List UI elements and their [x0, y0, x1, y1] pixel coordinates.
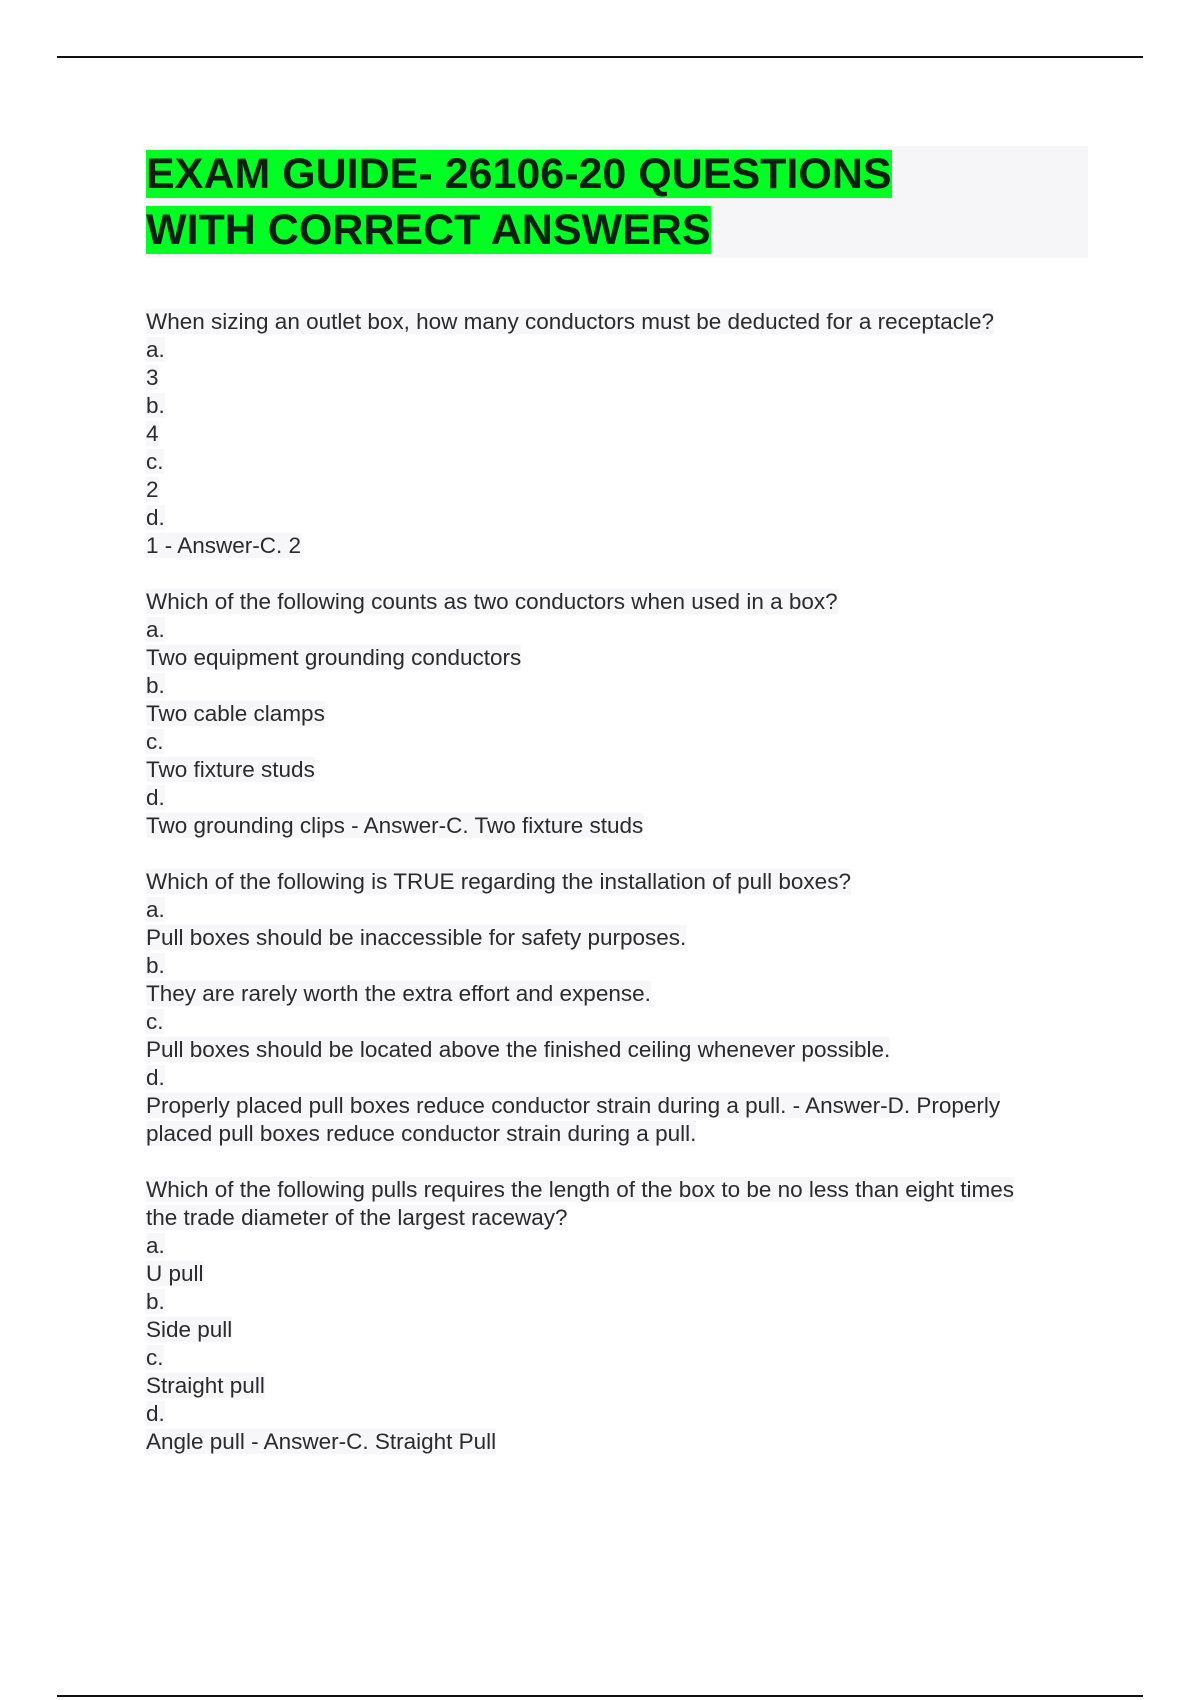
question-list — [146, 308, 1088, 1456]
question-line — [146, 504, 1088, 532]
question-line — [146, 1288, 1088, 1316]
line-text: b. — [146, 393, 165, 418]
question-block — [146, 308, 1088, 560]
line-text: c. — [146, 1009, 164, 1034]
line-text: b. — [146, 673, 165, 698]
question-line — [146, 420, 1088, 448]
line-text: d. — [146, 785, 165, 810]
line-text: a. — [146, 1233, 165, 1258]
question-block — [146, 588, 1088, 840]
question-line — [146, 1372, 1088, 1400]
line-text: Angle pull - Answer-C. Straight Pull — [146, 1429, 497, 1454]
line-text: c. — [146, 729, 164, 754]
question-line — [146, 336, 1088, 364]
question-line — [146, 1400, 1088, 1428]
title-line-1: EXAM GUIDE- 26106-20 QUESTIONS — [146, 150, 892, 198]
question-line — [146, 952, 1088, 980]
question-text — [146, 588, 1088, 616]
document-title — [146, 146, 1088, 258]
question-line — [146, 644, 1088, 672]
line-text: When sizing an outlet box, how many conductors must be deducted for a receptacle? — [146, 309, 994, 334]
question-line — [146, 1036, 1088, 1064]
line-text: a. — [146, 897, 165, 922]
question-line — [146, 1260, 1088, 1288]
line-text: d. — [146, 1401, 165, 1426]
line-text: placed pull boxes reduce conductor strain during a pull. — [146, 1121, 697, 1146]
question-line — [146, 448, 1088, 476]
question-line — [146, 1232, 1088, 1260]
line-text: d. — [146, 1065, 165, 1090]
question-line — [146, 896, 1088, 924]
question-line — [146, 812, 1088, 840]
question-line — [146, 1204, 1088, 1232]
line-text: Which of the following is TRUE regarding the installation of pull boxes? — [146, 869, 851, 894]
line-text: a. — [146, 337, 165, 362]
question-line — [146, 672, 1088, 700]
line-text: Which of the following pulls requires the length of the box to be no less than eight times — [146, 1177, 1015, 1202]
line-text: 2 — [146, 477, 159, 502]
line-text: b. — [146, 1289, 165, 1314]
question-text — [146, 308, 1088, 336]
question-block — [146, 1176, 1088, 1456]
question-line — [146, 364, 1088, 392]
line-text: d. — [146, 505, 165, 530]
line-text: Pull boxes should be located above the finished ceiling whenever possible. — [146, 1037, 891, 1062]
question-line — [146, 728, 1088, 756]
question-block — [146, 868, 1088, 1148]
question-line — [146, 756, 1088, 784]
question-line — [146, 476, 1088, 504]
question-line — [146, 1008, 1088, 1036]
line-text: b. — [146, 953, 165, 978]
question-line — [146, 784, 1088, 812]
question-line — [146, 392, 1088, 420]
line-text: Pull boxes should be inaccessible for safety purposes. — [146, 925, 687, 950]
question-line — [146, 616, 1088, 644]
title-block — [146, 146, 1088, 258]
line-text: They are rarely worth the extra effort and expense. — [146, 981, 651, 1006]
line-text: 4 — [146, 421, 159, 446]
question-line — [146, 1092, 1088, 1120]
question-text — [146, 1176, 1088, 1204]
line-text: Two cable clamps — [146, 701, 325, 726]
line-text: Properly placed pull boxes reduce conductor strain during a pull. - Answer-D. Properly — [146, 1093, 1001, 1118]
line-text: a. — [146, 617, 165, 642]
line-text: the trade diameter of the largest raceway? — [146, 1205, 568, 1230]
line-text: 3 — [146, 365, 159, 390]
question-line — [146, 1120, 1088, 1148]
title-line-2: WITH CORRECT ANSWERS — [146, 206, 711, 254]
line-text: Straight pull — [146, 1373, 265, 1398]
line-text: U pull — [146, 1261, 204, 1286]
question-line — [146, 1428, 1088, 1456]
question-line — [146, 1064, 1088, 1092]
question-line — [146, 980, 1088, 1008]
question-line — [146, 1316, 1088, 1344]
line-text: Two equipment grounding conductors — [146, 645, 522, 670]
line-text: Two fixture studs — [146, 757, 315, 782]
line-text: c. — [146, 449, 164, 474]
bottom-rule — [57, 1695, 1143, 1697]
line-text: Which of the following counts as two conductors when used in a box? — [146, 589, 838, 614]
line-text: c. — [146, 1345, 164, 1370]
question-line — [146, 532, 1088, 560]
top-rule — [57, 56, 1143, 58]
line-text: 1 - Answer-C. 2 — [146, 533, 302, 558]
question-line — [146, 700, 1088, 728]
question-line — [146, 924, 1088, 952]
document-body — [146, 146, 1088, 1484]
question-line — [146, 1344, 1088, 1372]
line-text: Side pull — [146, 1317, 233, 1342]
question-text — [146, 868, 1088, 896]
line-text: Two grounding clips - Answer-C. Two fixture studs — [146, 813, 644, 838]
